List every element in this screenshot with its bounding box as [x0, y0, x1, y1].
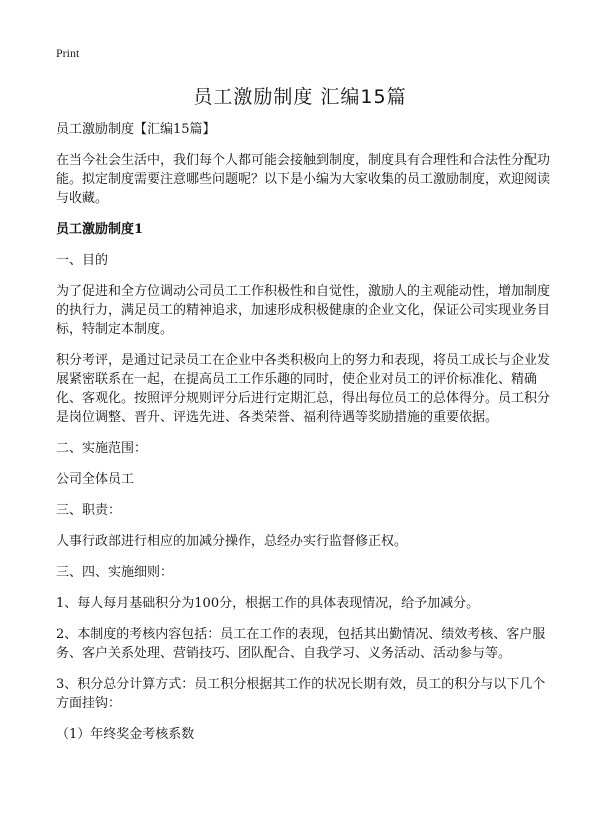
rule-item-2: 2、本制度的考核内容包括：员工在工作的表现，包括其出勤情况、绩效考核、客户服务、客户关系处理、营销技巧、团队配合、自我学习、义务活动、活动参与等。 — [56, 627, 546, 661]
section-duties-title: 三、职责： — [56, 503, 122, 518]
scope-paragraph: 公司全体员工 — [56, 472, 135, 487]
document-title: 员工激励制度 汇编15篇 — [193, 86, 407, 108]
purpose-paragraph: 为了促进和全方位调动公司员工工作积极性和自觉性，激励人的主观能动性，增加制度的执行力，满足员工的精神追求，加速形成积极健康的企业文化，保证公司实现业务目标，特制定本制度。 — [56, 284, 551, 337]
document-body — [56, 120, 556, 744]
intro-paragraph: 在当今社会生活中，我们每个人都可能会接触到制度，制度具有合理性和合法性分配功能。拟定制度需要注意哪些问题呢？以下是小编为大家收集的员工激励制度，欢迎阅读与收藏。 — [56, 153, 551, 206]
section-purpose-title: 一、目的 — [56, 253, 109, 268]
print-label: Print — [56, 46, 80, 60]
rule-item-1: 1、每人每月基础积分为100分，根据工作的具体表现情况，给予加减分。 — [56, 596, 480, 611]
rule-item-3: 3、积分总分计算方式：员工积分根据其工作的状况长期有效，员工的积分与以下几个方面挂钩： — [56, 677, 546, 711]
section-scope-title: 二、实施范围： — [56, 441, 148, 456]
points-evaluation-paragraph: 积分考评，是通过记录员工在企业中各类积极向上的努力和表现，将员工成长与企业发展紧密联系在一起，在提高员工工作乐趣的同时，使企业对员工的评价标准化、精确化、客观化。按照评分规则评分后进行定期汇总，得出每位员工的总体得分。员工积分是岗位调整、晋升、评选先进、各类荣誉、福利待遇等奖励措施的重要依据。 — [56, 353, 551, 425]
duties-paragraph: 人事行政部进行相应的加减分操作，总经办实行监督修正权。 — [56, 534, 408, 549]
section-heading: 员工激励制度1 — [56, 222, 144, 237]
section-rules-title: 三、四、实施细则： — [56, 565, 174, 580]
rule-item-3-sub-1: （1）年终奖金考核系数 — [56, 727, 195, 742]
document-subtitle: 员工激励制度【汇编15篇】 — [56, 122, 216, 137]
